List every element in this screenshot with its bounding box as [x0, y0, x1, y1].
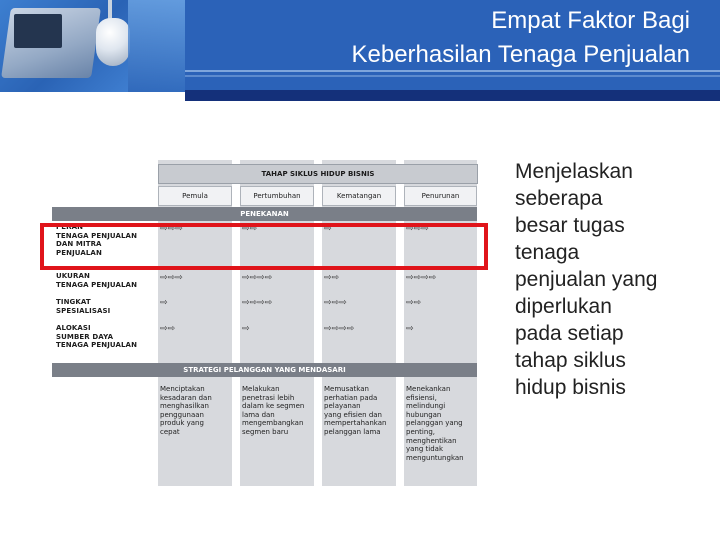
- mouse-cable: [108, 0, 112, 20]
- row-label-line: TENAGA PENJUALAN: [56, 341, 138, 349]
- band-penekanan: PENEKANAN: [52, 207, 477, 221]
- arrow-rating: ⇨⇨⇨: [160, 273, 183, 283]
- arrow-rating: ⇨⇨⇨: [324, 298, 347, 308]
- strategy-line: menghentikan: [406, 436, 457, 445]
- strategy-line: penting,: [406, 427, 435, 436]
- stage-header: Pertumbuhan: [240, 186, 314, 206]
- strategy-cell: [158, 382, 232, 440]
- strategy-line: kesadaran dan: [160, 393, 212, 402]
- row-label-line: PENJUALAN: [56, 248, 102, 257]
- row-label: [56, 324, 137, 350]
- strategy-line: Menciptakan: [160, 385, 205, 393]
- arrow-rating: ⇨⇨⇨: [406, 224, 429, 234]
- text-line: pada setiap: [515, 322, 624, 345]
- row-label: [56, 272, 137, 289]
- arrow-rating: ⇨: [242, 324, 250, 334]
- strategy-line: mempertahankan: [324, 419, 387, 428]
- text-line: penjualan yang: [515, 268, 658, 291]
- strategy-line: segmen baru: [242, 427, 289, 436]
- slide-title: [170, 4, 690, 72]
- stage-header: Pemula: [158, 186, 232, 206]
- arrow-rating: ⇨⇨⇨⇨: [324, 324, 355, 334]
- text-line: hidup bisnis: [515, 376, 626, 399]
- arrow-rating: ⇨⇨⇨⇨: [242, 298, 273, 308]
- row-label: [56, 298, 110, 315]
- strategy-line: efisiensi,: [406, 393, 437, 402]
- strategy-line: menghasilkan: [160, 402, 209, 411]
- stage-header: Kematangan: [322, 186, 396, 206]
- strategy-line: mengembangkan: [242, 419, 304, 428]
- strategy-line: pelayanan: [324, 402, 361, 411]
- arrow-rating: ⇨: [406, 324, 414, 334]
- strategy-line: pelanggan yang: [406, 419, 463, 428]
- arrow-rating: ⇨⇨: [242, 224, 258, 234]
- title-line-2: Keberhasilan Tenaga Penjualan: [351, 41, 690, 68]
- strategy-line: pelanggan lama: [324, 427, 381, 436]
- row-label-line: DAN MITRA: [56, 240, 102, 248]
- strategy-line: yang efisien dan: [324, 410, 382, 419]
- strategy-line: produk yang: [160, 419, 204, 428]
- text-line: Menjelaskan: [515, 160, 633, 183]
- highlight-box: [40, 223, 488, 270]
- strategy-line: yang tidak: [406, 445, 444, 454]
- header-underline: [185, 90, 720, 101]
- laptop-mouse-photo: [0, 0, 185, 92]
- arrow-rating: ⇨⇨⇨⇨: [242, 273, 273, 283]
- arrow-rating: ⇨: [160, 298, 168, 308]
- arrow-rating: ⇨⇨⇨: [160, 224, 183, 234]
- row-label-line: SPESIALISASI: [56, 306, 111, 315]
- slide-header: [0, 0, 720, 100]
- arrow-rating: ⇨⇨: [324, 273, 340, 283]
- text-line: tenaga: [515, 241, 580, 264]
- arrow-rating: ⇨⇨: [160, 324, 176, 334]
- row-label-line: PERAN: [56, 223, 84, 231]
- row-label-line: SUMBER DAYA: [56, 332, 114, 341]
- laptop-screen: [14, 14, 62, 48]
- strategy-cell: [404, 382, 477, 465]
- row-label-line: ALOKASI: [56, 324, 91, 332]
- arrow-rating: ⇨: [324, 224, 332, 234]
- strategy-line: perhatian pada: [324, 393, 378, 402]
- strategy-line: dalam ke segmen: [242, 402, 305, 411]
- band-strategi: STRATEGI PELANGGAN YANG MENDASARI: [52, 363, 477, 377]
- strategy-line: cepat: [160, 427, 180, 436]
- strategy-line: Melakukan: [242, 385, 280, 393]
- strategy-line: Menekankan: [406, 385, 451, 393]
- row-label-line: UKURAN: [56, 272, 90, 280]
- strategy-cell: [322, 382, 396, 440]
- strategy-line: lama dan: [242, 410, 275, 419]
- text-line: seberapa: [515, 187, 603, 210]
- text-line: besar tugas: [515, 214, 625, 237]
- strategy-line: penetrasi lebih: [242, 393, 295, 402]
- strategy-line: melindungi: [406, 402, 446, 411]
- text-line: diperlukan: [515, 295, 612, 318]
- mouse-image: [96, 18, 130, 66]
- strategy-line: hubungan: [406, 410, 442, 419]
- strategy-cell: [240, 382, 314, 440]
- stage-header: Penurunan: [404, 186, 477, 206]
- row-label-line: TENAGA PENJUALAN: [56, 231, 138, 240]
- arrow-rating: ⇨⇨: [406, 298, 422, 308]
- life-cycle-table: [52, 160, 477, 490]
- strategy-line: penggunaan: [160, 410, 204, 419]
- arrow-rating: ⇨⇨⇨⇨: [406, 273, 437, 283]
- strategy-line: menguntungkan: [406, 453, 464, 462]
- strategy-line: Memusatkan: [324, 385, 369, 393]
- explanation-text: [515, 158, 715, 401]
- header-stripe-2: [185, 75, 720, 77]
- title-line-1: Empat Faktor Bagi: [491, 7, 690, 34]
- table-top-header: TAHAP SIKLUS HIDUP BISNIS: [158, 164, 478, 184]
- row-label-line: TENAGA PENJUALAN: [56, 280, 138, 289]
- row-label-line: TINGKAT: [56, 298, 91, 306]
- text-line: tahap siklus: [515, 349, 626, 372]
